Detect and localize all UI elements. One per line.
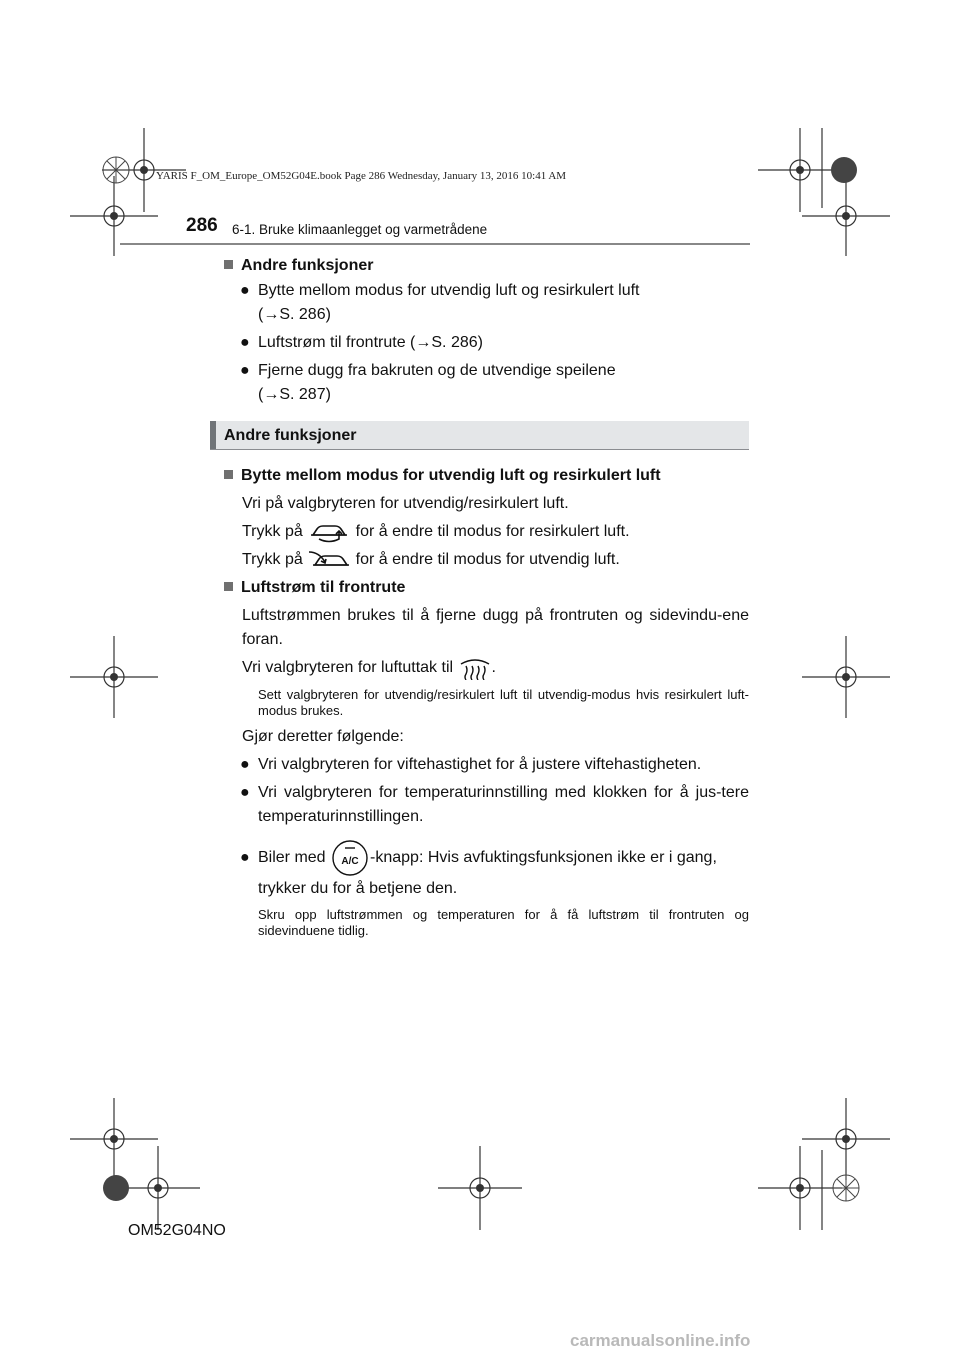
page-ref[interactable]: (→S. 287) <box>258 386 331 403</box>
list-item: ● Luftstrøm til frontrute (→S. 286) <box>224 331 749 355</box>
bullet-icon: ● <box>240 334 250 351</box>
page-ref[interactable]: (→S. 286) <box>258 306 331 323</box>
list-item: ● Bytte mellom modus for utvendig luft og resirkulert luft (→S. 286) <box>224 279 749 327</box>
section-banner: Andre funksjoner <box>210 421 749 450</box>
note: Skru opp luftstrømmen og temperaturen for å få luftstrøm til frontruten og sidevinduene tidlig. <box>258 906 749 938</box>
outside-air-icon <box>307 548 351 572</box>
page-ref[interactable]: (→S. 286) <box>410 334 483 351</box>
page-content <box>224 254 749 939</box>
svg-text:A/C: A/C <box>341 855 359 867</box>
paragraph: Luftstrømmen brukes til å fjerne dugg på frontruten og sidevindu-ene foran. <box>242 607 749 649</box>
footer-code: OM52G04NO <box>128 1222 226 1239</box>
list-item: ● Fjerne dugg fra bakruten og de utvendige speilene (→S. 287) <box>224 359 749 407</box>
print-info: YARIS F_OM_Europe_OM52G04E.book Page 286 Wednesday, January 13, 2016 10:41 AM <box>156 170 567 182</box>
list-item: ● Vri valgbryteren for viftehastighet for å justere viftehastigheten. <box>224 753 749 777</box>
paragraph: Gjør deretter følgende: <box>242 727 404 745</box>
bullet-icon: ● <box>240 783 250 801</box>
list-item: ● Biler med A/C -knapp: Hvis avfuktingsfunksjonen ikke er i gang, trykker du for å betjene den. <box>224 839 749 901</box>
square-bullet-icon <box>224 260 233 269</box>
square-bullet-icon <box>224 582 233 591</box>
page-number: 286 <box>186 215 218 236</box>
windshield-defrost-icon <box>458 656 492 680</box>
section-heading-air-mode: Bytte mellom modus for utvendig luft og resirkulert luft <box>224 464 749 488</box>
chapter-title: 6-1. Bruke klimaanlegget og varmetrådene <box>232 222 488 237</box>
paragraph: Vri på valgbryteren for utvendig/resirkulert luft. <box>242 495 569 512</box>
bullet-icon: ● <box>240 848 250 866</box>
list-item: ● Vri valgbryteren for temperaturinnstilling med klokken for å jus-tere temperaturinnstillingen. <box>224 781 749 829</box>
note: Sett valgbryteren for utvendig/resirkulert luft til utvendig-modus hvis resirkulert luft-modus brukes. <box>258 686 749 718</box>
summary-heading: Andre funksjoner <box>224 254 749 278</box>
bullet-icon: ● <box>240 755 250 773</box>
bullet-icon: ● <box>240 362 250 379</box>
paragraph: Vri valgbryteren for luftuttak til . <box>224 656 749 680</box>
paragraph: Trykk på for å endre til modus for utvendig luft. <box>224 548 749 572</box>
watermark: carmanualsonline.info <box>570 1331 751 1350</box>
recirculate-air-icon <box>307 520 351 544</box>
section-heading-windshield: Luftstrøm til frontrute <box>224 576 749 600</box>
square-bullet-icon <box>224 470 233 479</box>
bullet-icon: ● <box>240 282 250 299</box>
ac-button-icon <box>330 839 370 877</box>
paragraph: Trykk på for å endre til modus for resirkulert luft. <box>224 520 749 544</box>
header-rule <box>120 243 750 245</box>
